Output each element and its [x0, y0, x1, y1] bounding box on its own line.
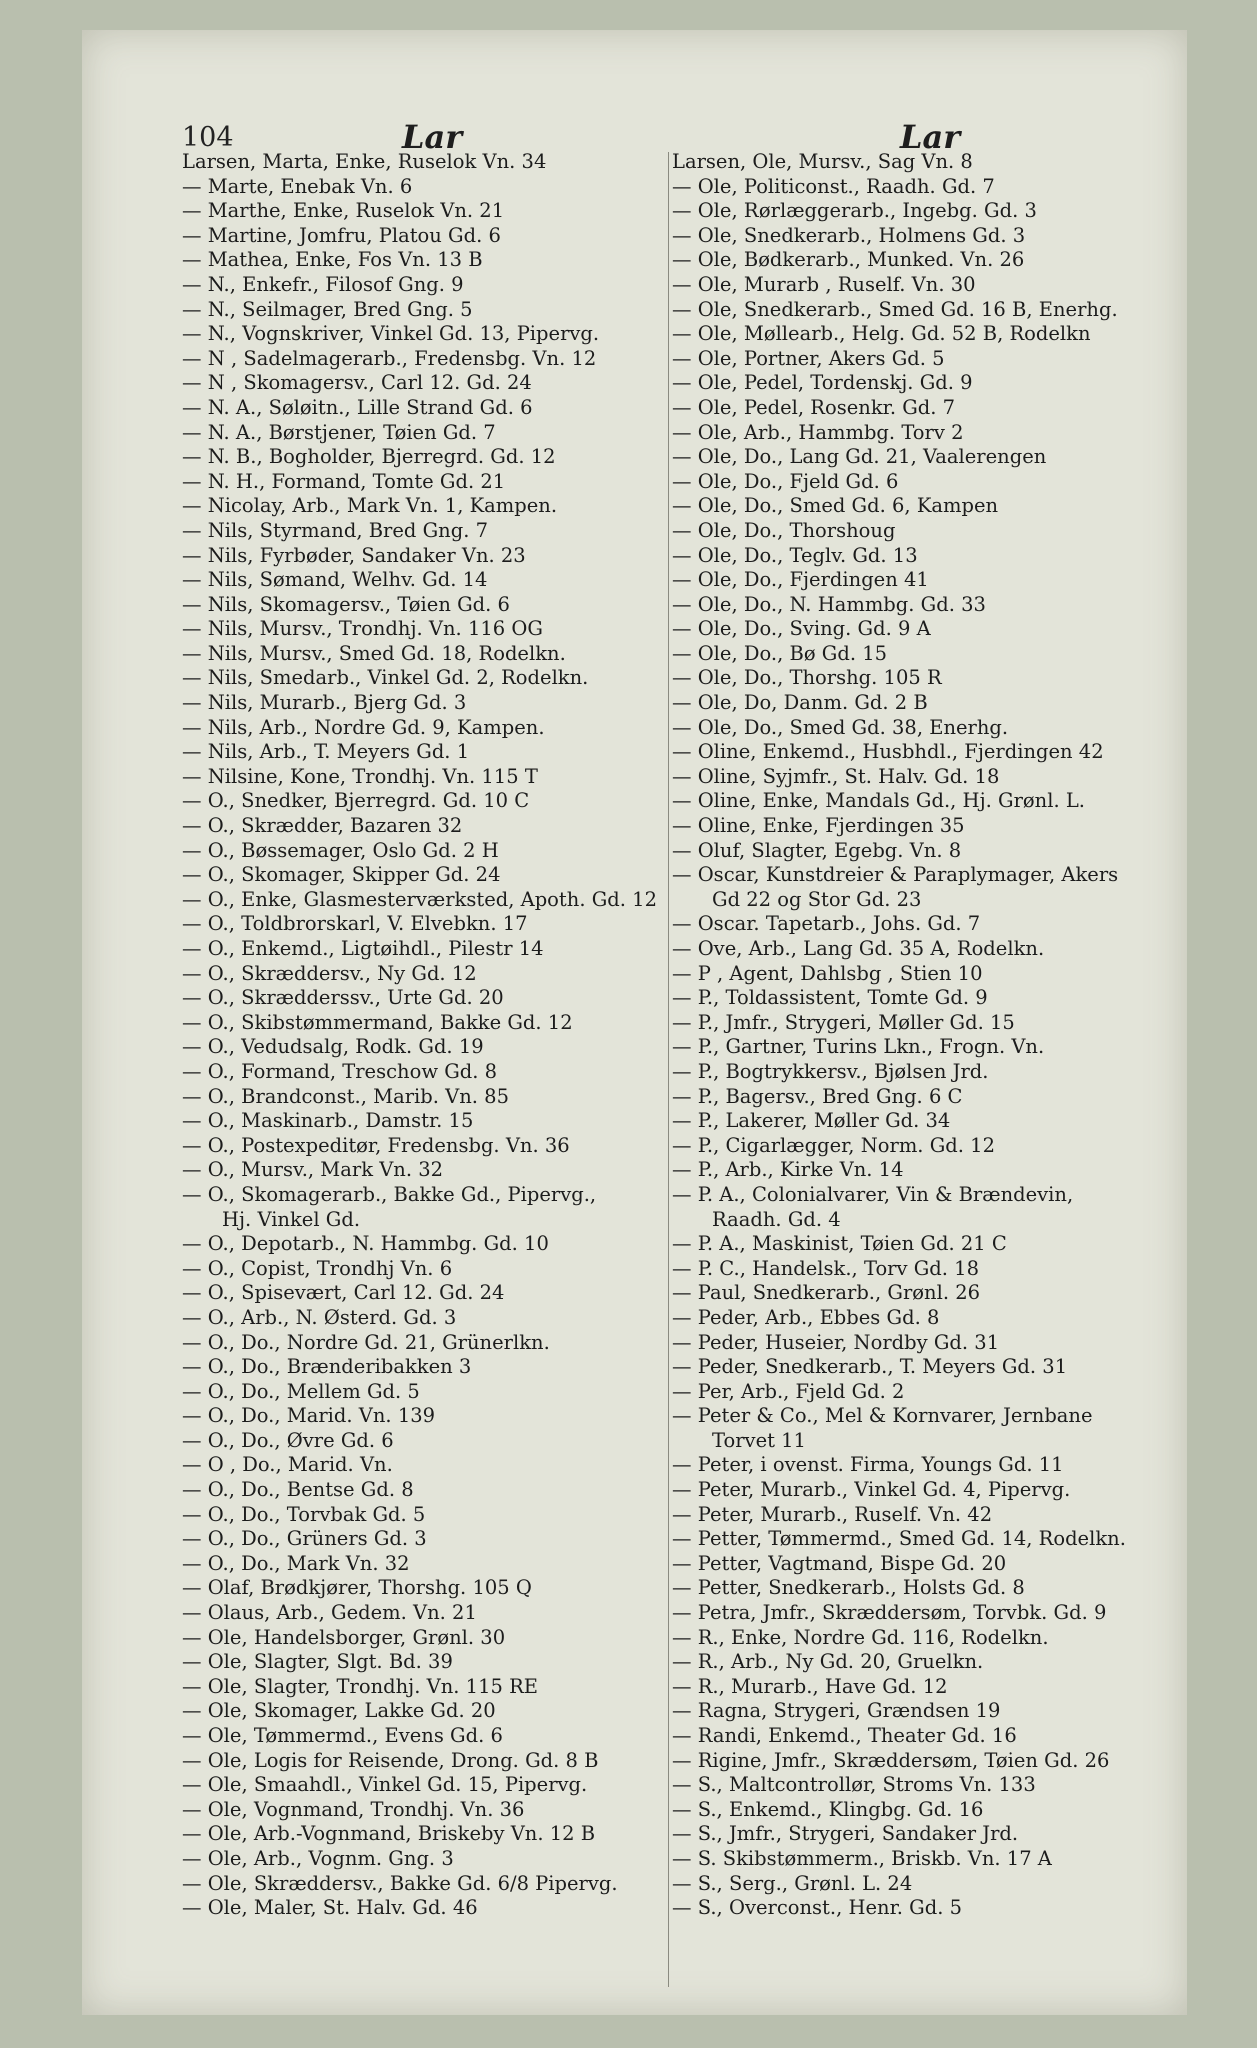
directory-entry: — O., Skrædderssv., Urte Gd. 20 [182, 986, 504, 1010]
directory-entry: — O., Do., Mellem Gd. 5 [182, 1379, 420, 1403]
directory-entry: — O , Do., Marid. Vn. [182, 1453, 393, 1477]
directory-entry: — P , Agent, Dahlsbg , Stien 10 [672, 961, 983, 985]
directory-entry: — Per, Arb., Fjeld Gd. 2 [672, 1379, 905, 1403]
directory-entry: — O., Do., Øvre Gd. 6 [182, 1428, 394, 1452]
directory-entry: — S., Jmfr., Strygeri, Sandaker Jrd. [672, 1822, 1019, 1846]
directory-entry: — Nils, Fyrbøder, Sandaker Vn. 23 [182, 543, 526, 567]
directory-entry: — O., Arb., N. Østerd. Gd. 3 [182, 1305, 457, 1329]
directory-entry: — P., Bogtrykkersv., Bjølsen Jrd. [672, 1059, 989, 1083]
directory-page [82, 30, 1187, 2015]
directory-entry: — Oline, Syjmfr., St. Halv. Gd. 18 [672, 764, 1000, 788]
directory-entry: — R., Arb., Ny Gd. 20, Gruelkn. [672, 1650, 984, 1674]
directory-entry: — P. A., Colonialvarer, Vin & Brændevin, [672, 1182, 1074, 1206]
directory-entry: Gd 22 og Stor Gd. 23 [712, 887, 922, 911]
directory-entry: — Mathea, Enke, Fos Vn. 13 B [182, 248, 483, 272]
directory-entry: — Ole, Politiconst., Raadh. Gd. 7 [672, 174, 995, 198]
directory-entry: — Ole, Do., Bø Gd. 15 [672, 641, 888, 665]
directory-entry: — N , Sadelmagerarb., Fredensbg. Vn. 12 [182, 346, 597, 370]
directory-entry: — Ole, Do., Thorshoug [672, 518, 896, 542]
directory-entry: — O., Enkemd., Ligtøihdl., Pilestr 14 [182, 937, 544, 960]
directory-entry: — Ole, Portner, Akers Gd. 5 [672, 346, 945, 370]
directory-entry: — Oline, Enke, Fjerdingen 35 [672, 814, 965, 838]
directory-entry: — N., Vognskriver, Vinkel Gd. 13, Pipervg. [182, 322, 600, 346]
directory-entry: — Ole, Handelsborger, Grønl. 30 [182, 1625, 506, 1649]
directory-entry: — Ole, Arb., Vognm. Gng. 3 [182, 1846, 454, 1870]
directory-entry: — Peder, Snedkerarb., T. Meyers Gd. 31 [672, 1355, 1068, 1379]
directory-entry: — S., Overconst., Henr. Gd. 5 [672, 1896, 963, 1920]
directory-entry: — S. Skibstømmerm., Briskb. Vn. 17 A [672, 1846, 1052, 1870]
directory-entry: — O., Formand, Treschow Gd. 8 [182, 1059, 498, 1083]
directory-entry: — Peter, i ovenst. Firma, Youngs Gd. 11 [672, 1453, 1064, 1477]
directory-entry: — P., Cigarlægger, Norm. Gd. 12 [672, 1133, 995, 1157]
directory-entry: — Ole, Murarb , Ruself. Vn. 30 [672, 272, 976, 296]
directory-entry: — O., Snedker, Bjerregrd. Gd. 10 C [182, 789, 530, 813]
directory-entry: — Peter, Murarb., Ruself. Vn. 42 [672, 1502, 993, 1526]
directory-entry: — N. H., Formand, Tomte Gd. 21 [182, 469, 506, 493]
directory-entry: — Ole, Maler, St. Halv. Gd. 46 [182, 1896, 478, 1920]
directory-entry: — S., Serg., Grønl. L. 24 [672, 1871, 913, 1895]
directory-entry: — Nils, Sømand, Welhv. Gd. 14 [182, 568, 488, 592]
directory-entry: — P., Gartner, Turins Lkn., Frogn. Vn. [672, 1035, 1045, 1059]
directory-entry: — Oscar, Kunstdreier & Paraplymager, Akers [672, 863, 1119, 887]
directory-entry: — Ole, Snedkerarb., Holmens Gd. 3 [672, 223, 1026, 247]
directory-entry: — Nils, Mursv., Smed Gd. 18, Rodelkn. [182, 641, 566, 665]
directory-entry: — R., Murarb., Have Gd. 12 [672, 1674, 948, 1698]
directory-entry: — P., Arb., Kirke Vn. 14 [672, 1158, 904, 1182]
directory-entry: — Ole, Tømmermd., Evens Gd. 6 [182, 1724, 503, 1747]
directory-entry: — O., Skomagerarb., Bakke Gd., Pipervg., [182, 1182, 597, 1206]
directory-entry: — Nils, Mursv., Trondhj. Vn. 116 OG [182, 617, 543, 641]
directory-entry: — Nilsine, Kone, Trondhj. Vn. 115 T [182, 764, 538, 788]
directory-entry: — Oline, Enke, Mandals Gd., Hj. Grønl. L. [672, 789, 1085, 813]
directory-entry: — Martine, Jomfru, Platou Gd. 6 [182, 223, 501, 247]
right-column [672, 150, 1152, 1921]
directory-entry: — Petter, Snedkerarb., Holsts Gd. 8 [672, 1576, 1025, 1600]
directory-entry: — Petra, Jmfr., Skræddersøm, Torvbk. Gd. 9 [672, 1601, 1107, 1625]
directory-entry: — S., Enkemd., Klingbg. Gd. 16 [672, 1797, 984, 1821]
directory-entry: — P. C., Handelsk., Torv Gd. 18 [672, 1256, 979, 1280]
running-head-left: Lar [402, 118, 463, 156]
directory-entry: — O., Postexpeditør, Fredensbg. Vn. 36 [182, 1133, 570, 1157]
directory-entry: — O., Skrædder, Bazaren 32 [182, 814, 463, 838]
directory-entry: — P., Toldassistent, Tomte Gd. 9 [672, 986, 988, 1010]
directory-entry: — N., Seilmager, Bred Gng. 5 [182, 297, 473, 321]
directory-entry: — N., Enkefr., Filosof Gng. 9 [182, 272, 464, 296]
directory-entry: — O., Spisevært, Carl 12. Gd. 24 [182, 1281, 505, 1305]
directory-entry: — N. A., Søløitn., Lille Strand Gd. 6 [182, 395, 533, 419]
directory-entry: — O., Mursv., Mark Vn. 32 [182, 1158, 444, 1182]
directory-entry: — P. A., Maskinist, Tøien Gd. 21 C [672, 1232, 1007, 1256]
directory-entry: — Ole, Do., Fjerdingen 41 [672, 568, 929, 592]
directory-entry: — Ole, Arb.-Vognmand, Briskeby Vn. 12 B [182, 1822, 596, 1846]
directory-entry: — P., Jmfr., Strygeri, Møller Gd. 15 [672, 1010, 1015, 1034]
directory-entry: — Ole, Skomager, Lakke Gd. 20 [182, 1699, 496, 1723]
running-head-right: Lar [900, 118, 961, 156]
directory-entry: — O., Copist, Trondhj Vn. 6 [182, 1256, 453, 1280]
page-header [82, 88, 1187, 156]
column-divider [668, 152, 669, 1987]
directory-entry: — Nils, Arb., Nordre Gd. 9, Kampen. [182, 715, 545, 739]
directory-entry: — O., Vedudsalg, Rodk. Gd. 19 [182, 1035, 484, 1059]
directory-entry: — Olaus, Arb., Gedem. Vn. 21 [182, 1601, 477, 1625]
directory-entry: — Ole, Do., Smed Gd. 6, Kampen [672, 494, 999, 518]
directory-entry: — Ole, Slagter, Trondhj. Vn. 115 RE [182, 1674, 538, 1698]
directory-entry: Hj. Vinkel Gd. [222, 1207, 361, 1231]
directory-entry: — Ole, Bødkerarb., Munked. Vn. 26 [672, 248, 1025, 272]
directory-entry: — Ole, Vognmand, Trondhj. Vn. 36 [182, 1797, 525, 1821]
directory-entry: — O., Do., Grüners Gd. 3 [182, 1527, 427, 1551]
directory-entry: — Ole, Do., Smed Gd. 38, Enerhg. [672, 715, 1009, 739]
directory-entry: — O., Bøssemager, Oslo Gd. 2 H [182, 838, 499, 862]
directory-entry: — Rigine, Jmfr., Skræddersøm, Tøien Gd. 26 [672, 1748, 1110, 1772]
directory-entry: — Ole, Do., Thorshg. 105 R [672, 666, 942, 690]
directory-entry: — Ragna, Strygeri, Grændsen 19 [672, 1699, 1001, 1723]
directory-entry: — Nils, Smedarb., Vinkel Gd. 2, Rodelkn. [182, 666, 589, 690]
directory-entry: — Nils, Skomagersv., Tøien Gd. 6 [182, 592, 510, 616]
directory-entry: — O., Do., Torvbak Gd. 5 [182, 1502, 426, 1526]
directory-entry: — Marthe, Enke, Ruselok Vn. 21 [182, 199, 505, 223]
directory-entry: — Nils, Styrmand, Bred Gng. 7 [182, 518, 489, 542]
directory-entry: — O., Skibstømmermand, Bakke Gd. 12 [182, 1010, 573, 1034]
directory-entry: — O., Do., Bentse Gd. 8 [182, 1478, 414, 1502]
directory-entry: — Ole, Logis for Reisende, Drong. Gd. 8 B [182, 1748, 599, 1772]
directory-entry: — N. A., Børstjener, Tøien Gd. 7 [182, 420, 496, 444]
directory-entry: — Peder, Arb., Ebbes Gd. 8 [672, 1305, 940, 1329]
directory-entry: — Ole, Pedel, Tordenskj. Gd. 9 [672, 371, 973, 395]
directory-entry: — Ole, Do., Teglv. Gd. 13 [672, 543, 918, 567]
directory-entry: — Ole, Snedkerarb., Smed Gd. 16 B, Enerhg. [672, 297, 1118, 321]
directory-entry: — Nils, Murarb., Bjerg Gd. 3 [182, 691, 467, 715]
directory-entry: — Petter, Vagtmand, Bispe Gd. 20 [672, 1551, 1007, 1575]
directory-entry: — O., Enke, Glasmesterværksted, Apoth. Gd. 12 [182, 887, 657, 911]
directory-entry: Raadh. Gd. 4 [712, 1207, 841, 1231]
directory-entry: — Paul, Snedkerarb., Grønl. 26 [672, 1281, 981, 1305]
directory-entry: — Nicolay, Arb., Mark Vn. 1, Kampen. [182, 494, 558, 518]
directory-entry: — Ole, Smaahdl., Vinkel Gd. 15, Pipervg. [182, 1773, 588, 1797]
directory-entry: Torvet 11 [712, 1428, 806, 1452]
directory-entry: — Oscar. Tapetarb., Johs. Gd. 7 [672, 912, 981, 936]
directory-entry: — Ole, Do., N. Hammbg. Gd. 33 [672, 592, 986, 616]
directory-entry: — P., Lakerer, Møller Gd. 34 [672, 1109, 951, 1133]
directory-entry: — Peter, Murarb., Vinkel Gd. 4, Pipervg. [672, 1478, 1071, 1502]
directory-entry: — O., Do., Mark Vn. 32 [182, 1551, 410, 1575]
directory-entry: — Ole, Slagter, Slgt. Bd. 39 [182, 1650, 453, 1674]
directory-entry: — O., Maskinarb., Damstr. 15 [182, 1109, 474, 1133]
directory-entry: — Ove, Arb., Lang Gd. 35 A, Rodelkn. [672, 937, 1045, 960]
directory-entry: — P., Bagersv., Bred Gng. 6 C [672, 1084, 963, 1108]
directory-entry: — O., Brandconst., Marib. Vn. 85 [182, 1084, 509, 1108]
directory-entry: — O., Skomager, Skipper Gd. 24 [182, 863, 501, 887]
directory-entry: — Ole, Møllearb., Helg. Gd. 52 B, Rodelkn [672, 322, 1091, 346]
directory-entry: — Oluf, Slagter, Egebg. Vn. 8 [672, 838, 962, 862]
directory-entry: — Ole, Rørlæggerarb., Ingebg. Gd. 3 [672, 199, 1037, 223]
directory-entry: — O., Do., Marid. Vn. 139 [182, 1404, 436, 1428]
directory-entry: — Ole, Skræddersv., Bakke Gd. 6/8 Pipervg. [182, 1871, 618, 1895]
directory-entry: — Randi, Enkemd., Theater Gd. 16 [672, 1724, 1017, 1747]
directory-entry: — Ole, Do, Danm. Gd. 2 B [672, 691, 928, 715]
directory-entry: — Peder, Huseier, Nordby Gd. 31 [672, 1330, 1000, 1354]
directory-entry: — O., Do., Brænderibakken 3 [182, 1355, 472, 1379]
directory-entry: Larsen, Ole, Mursv., Sag Vn. 8 [672, 150, 973, 173]
directory-entry: — Olaf, Brødkjører, Thorshg. 105 Q [182, 1576, 532, 1600]
directory-entry: — O., Skræddersv., Ny Gd. 12 [182, 961, 477, 985]
directory-entry: — Ole, Do., Fjeld Gd. 6 [672, 469, 899, 493]
left-column [182, 150, 662, 1921]
directory-entry: — Ole, Pedel, Rosenkr. Gd. 7 [672, 395, 956, 419]
directory-entry: — Ole, Arb., Hammbg. Torv 2 [672, 420, 964, 444]
directory-entry: Larsen, Marta, Enke, Ruselok Vn. 34 [182, 150, 547, 173]
directory-entry: — Petter, Tømmermd., Smed Gd. 14, Rodelkn. [672, 1527, 1126, 1551]
directory-entry: — N , Skomagersv., Carl 12. Gd. 24 [182, 371, 532, 395]
directory-entry: — Ole, Do., Sving. Gd. 9 A [672, 617, 931, 641]
page-number: 104 [182, 122, 234, 153]
directory-entry: — R., Enke, Nordre Gd. 116, Rodelkn. [672, 1625, 1049, 1649]
directory-entry: — Peter & Co., Mel & Kornvarer, Jernbane [672, 1404, 1093, 1428]
directory-entry: — Marte, Enebak Vn. 6 [182, 174, 413, 198]
directory-entry: — O., Toldbrorskarl, V. Elvebkn. 17 [182, 912, 528, 936]
directory-entry: — Ole, Do., Lang Gd. 21, Vaalerengen [672, 445, 1047, 469]
directory-entry: — O., Do., Nordre Gd. 21, Grünerlkn. [182, 1330, 550, 1354]
directory-entry: — Oline, Enkemd., Husbhdl., Fjerdingen 42 [672, 740, 1104, 764]
directory-entry: — Nils, Arb., T. Meyers Gd. 1 [182, 740, 470, 764]
directory-entry: — S., Maltcontrollør, Stroms Vn. 133 [672, 1773, 1036, 1797]
directory-entry: — O., Depotarb., N. Hammbg. Gd. 10 [182, 1232, 549, 1256]
directory-entry: — N. B., Bogholder, Bjerregrd. Gd. 12 [182, 445, 556, 469]
